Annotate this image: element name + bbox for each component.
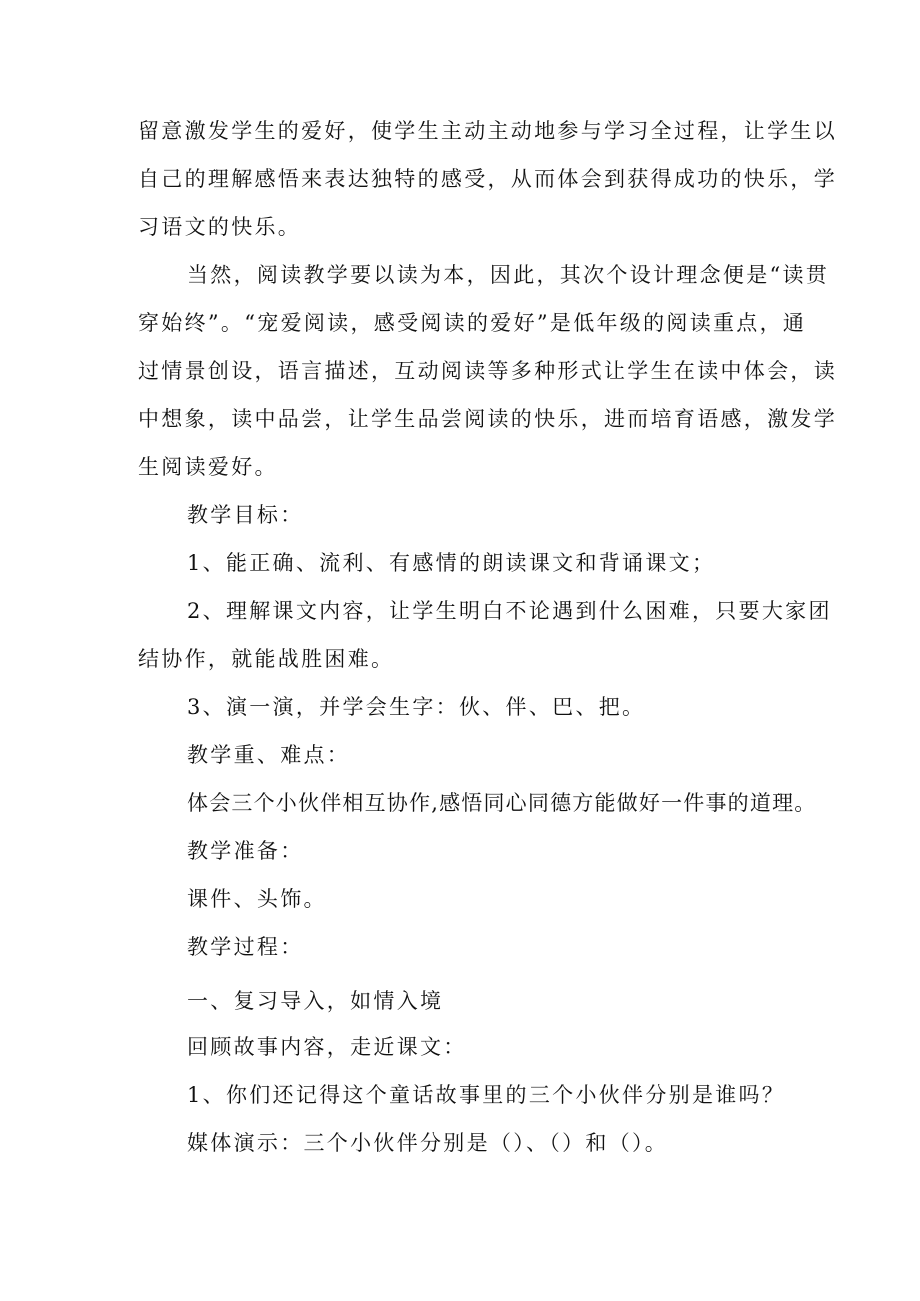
paragraph-line: 留意激发学生的爱好，使学生主动主动地参与学习全过程，让学生以	[138, 119, 837, 143]
process-question: 1、你们还记得这个童话故事里的三个小伙伴分别是谁吗？	[187, 1083, 786, 1107]
objective-item-continued: 结协作，就能战胜困难。	[138, 647, 395, 671]
paragraph-line: 当然，阅读教学要以读为本，因此，其次个设计理念便是“读贯	[187, 263, 830, 287]
process-media: 媒体演示：三个小伙伴分别是（）、（）和（）。	[187, 1131, 669, 1155]
paragraph-line: 习语文的快乐。	[138, 215, 302, 239]
paragraph-line: 穿始终”。“宠爱阅读，感受阅读的爱好”是低年级的阅读重点，通	[138, 311, 807, 335]
key-points-text: 体会三个小伙伴相互协作,感悟同心同德方能做好一件事的道理。	[187, 791, 817, 815]
paragraph-line: 自己的理解感悟来表达独特的感受，从而体会到获得成功的快乐，学	[138, 167, 837, 191]
objective-item: 3、演一演，并学会生字：伙、伴、巴、把。	[187, 695, 646, 719]
paragraph-line: 生阅读爱好。	[138, 455, 278, 479]
paragraph-line: 中想象，读中品尝，让学生品尝阅读的快乐，进而培育语感，激发学	[138, 407, 837, 431]
process-substep: 回顾故事内容，走近课文：	[187, 1035, 467, 1059]
process-heading: 教学过程：	[187, 935, 304, 959]
process-step: 一、复习导入，如情入境	[187, 989, 444, 1013]
preparation-heading: 教学准备：	[187, 839, 304, 863]
objective-item: 1、能正确、流利、有感情的朗读课文和背诵课文；	[187, 551, 716, 575]
paragraph-line: 过情景创设，语言描述，互动阅读等多种形式让学生在读中体会，读	[138, 359, 837, 383]
objective-item: 2、理解课文内容，让学生明白不论遇到什么困难，只要大家团	[187, 599, 832, 623]
objectives-heading: 教学目标：	[187, 503, 304, 527]
key-points-heading: 教学重、难点：	[187, 743, 351, 767]
preparation-text: 课件、头饰。	[187, 887, 327, 911]
